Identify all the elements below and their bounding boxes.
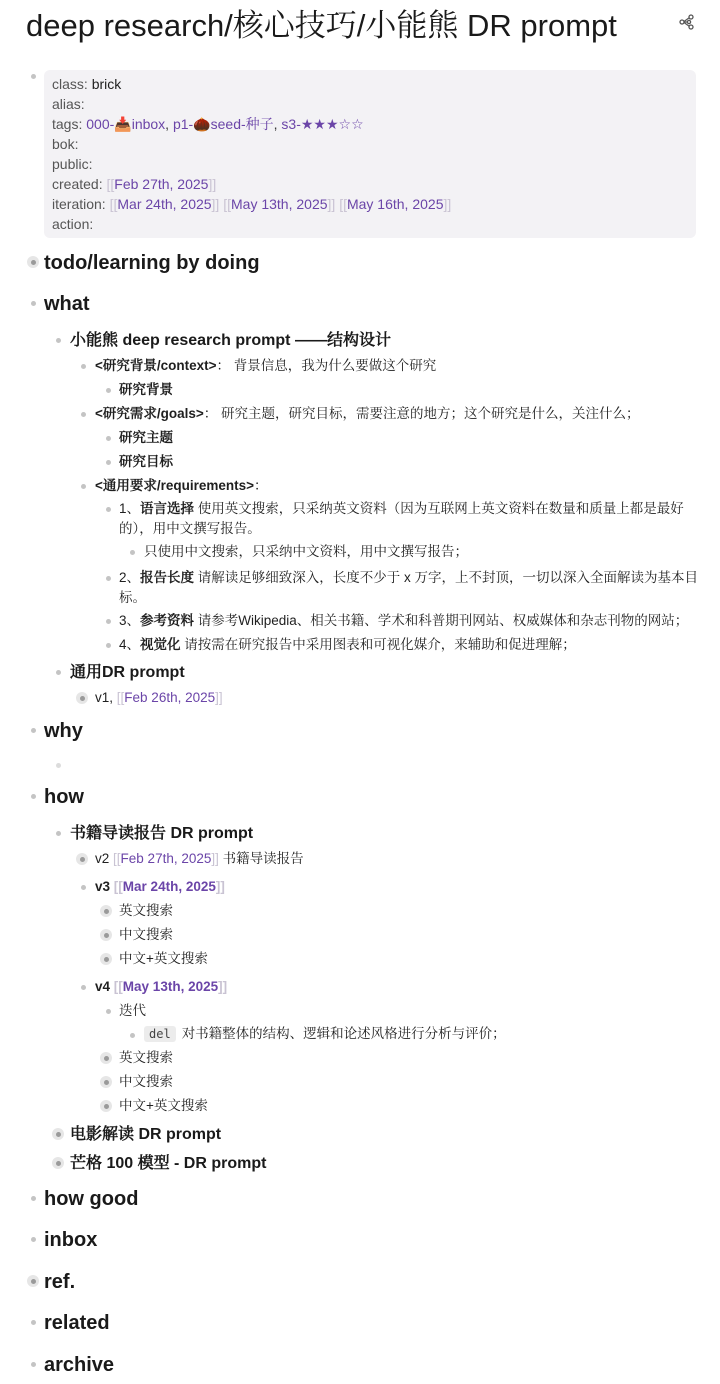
requirement-3[interactable]: 3、参考资料 请参考Wikipedia、相关书籍、学术和科普期刊网站、权威媒体和杂志刊物的网站； bbox=[119, 613, 689, 628]
requirement-1-child[interactable]: 只使用中文搜索，只采纳中文资料，用中文撰写报告； bbox=[144, 544, 468, 559]
v4-child[interactable]: 中文+英文搜索 bbox=[119, 1098, 208, 1113]
bullet-dot[interactable] bbox=[31, 1237, 36, 1242]
bullet-dot[interactable] bbox=[106, 619, 111, 624]
bullet-dot[interactable] bbox=[106, 507, 111, 512]
bullet-dot[interactable] bbox=[130, 550, 135, 555]
iteration-date-link[interactable]: Mar 24th, 2025 bbox=[117, 196, 212, 212]
bullet-dot[interactable] bbox=[106, 1009, 111, 1014]
collapsed-bullet[interactable] bbox=[76, 692, 88, 704]
bullet-dot[interactable] bbox=[81, 412, 86, 417]
collapsed-bullet[interactable] bbox=[100, 1100, 112, 1112]
collapsed-bullet[interactable] bbox=[27, 256, 39, 268]
collapsed-bullet[interactable] bbox=[100, 1076, 112, 1088]
v4-iteration[interactable]: 迭代 bbox=[119, 1003, 146, 1018]
bullet-dot[interactable] bbox=[106, 460, 111, 465]
general-dr-title[interactable]: 通用DR prompt bbox=[70, 664, 185, 681]
tag-seed[interactable]: p1-🌰seed-种子 bbox=[172, 116, 274, 132]
prop-tags: tags: 000-📥inbox, p1-🌰seed-种子, s3-★★★☆☆ bbox=[52, 116, 364, 132]
section-todo[interactable]: todo/learning by doing bbox=[44, 252, 260, 274]
bullet-dot[interactable] bbox=[106, 388, 111, 393]
prop-alias: alias: bbox=[52, 96, 85, 112]
tag-inbox[interactable]: 000-📥inbox bbox=[86, 116, 166, 132]
book-v4[interactable]: v4 [[May 13th, 2025]] bbox=[95, 979, 228, 994]
requirements-item[interactable]: <通用要求/requirements>： bbox=[95, 478, 268, 493]
prop-action: action: bbox=[52, 216, 94, 232]
bullet-dot[interactable] bbox=[56, 338, 61, 343]
context-item[interactable]: <研究背景/context>： 背景信息，我为什么要做这个研究 bbox=[95, 358, 437, 373]
goals-child[interactable]: 研究主题 bbox=[119, 430, 173, 445]
date-link[interactable]: Feb 27th, 2025 bbox=[120, 851, 212, 866]
collapsed-bullet[interactable] bbox=[100, 905, 112, 917]
collapsed-bullet[interactable] bbox=[27, 1275, 39, 1287]
page-title: deep research/核心技巧/小能熊 DR prompt bbox=[26, 8, 617, 43]
bullet-dot[interactable] bbox=[31, 1362, 36, 1367]
v3-child[interactable]: 英文搜索 bbox=[119, 903, 173, 918]
collapsed-bullet[interactable] bbox=[100, 953, 112, 965]
structure-title[interactable]: 小能熊 deep research prompt ——结构设计 bbox=[70, 332, 391, 349]
collapsed-bullet[interactable] bbox=[100, 929, 112, 941]
general-v1[interactable]: v1, [[Feb 26th, 2025]] bbox=[95, 690, 223, 705]
book-v2[interactable]: v2 [[Feb 27th, 2025]] 书籍导读报告 bbox=[95, 851, 304, 866]
bullet-dot[interactable] bbox=[81, 885, 86, 890]
bullet-dot[interactable] bbox=[31, 794, 36, 799]
collapsed-bullet[interactable] bbox=[76, 853, 88, 865]
prop-iteration: iteration: [[Mar 24th, 2025]] [[May 13th, 2025]] [[May 16th, 2025]] bbox=[52, 196, 452, 212]
requirement-2[interactable]: 2、报告长度 请解读足够细致深入，长度不少于 x 万字，上不封顶，一切以深入全面解读为基本目标。 bbox=[119, 570, 699, 605]
v3-child[interactable]: 中文搜索 bbox=[119, 927, 173, 942]
prop-bok: bok: bbox=[52, 136, 79, 152]
prop-public: public: bbox=[52, 156, 93, 172]
section-how-good[interactable]: how good bbox=[44, 1188, 139, 1210]
book-v3[interactable]: v3 [[Mar 24th, 2025]] bbox=[95, 879, 225, 894]
bullet-dot[interactable] bbox=[56, 670, 61, 675]
bullet-dot[interactable] bbox=[31, 1196, 36, 1201]
date-link[interactable]: Feb 26th, 2025 bbox=[124, 690, 216, 705]
section-related[interactable]: related bbox=[44, 1312, 110, 1334]
prop-class: class: brick bbox=[52, 76, 122, 92]
v4-del-item[interactable]: del 对书籍整体的结构、逻辑和论述风格进行分析与评价； bbox=[144, 1024, 506, 1044]
book-dr-title[interactable]: 书籍导读报告 DR prompt bbox=[70, 825, 254, 842]
v4-child[interactable]: 英文搜索 bbox=[119, 1050, 173, 1065]
collapsed-bullet[interactable] bbox=[52, 1157, 64, 1169]
section-ref[interactable]: ref. bbox=[44, 1271, 76, 1293]
iteration-date-link[interactable]: May 16th, 2025 bbox=[346, 196, 444, 212]
bullet-dot[interactable] bbox=[81, 364, 86, 369]
goals-item[interactable]: <研究需求/goals>： 研究主题，研究目标，需要注意的地方；这个研究是什么，关注什么； bbox=[95, 406, 640, 421]
v3-child[interactable]: 中文+英文搜索 bbox=[119, 951, 208, 966]
prop-created: created: [[Feb 27th, 2025]] bbox=[52, 176, 217, 192]
requirement-4[interactable]: 4、视觉化 请按需在研究报告中采用图表和可视化媒介，来辅助和促进理解； bbox=[119, 637, 576, 652]
context-child[interactable]: 研究背景 bbox=[119, 382, 173, 397]
section-archive[interactable]: archive bbox=[44, 1354, 115, 1376]
section-what[interactable]: what bbox=[44, 293, 90, 315]
iteration-date-link[interactable]: May 13th, 2025 bbox=[231, 196, 328, 212]
bullet-dot[interactable] bbox=[31, 301, 36, 306]
bullet-dot[interactable] bbox=[81, 484, 86, 489]
collapsed-bullet[interactable] bbox=[52, 1128, 64, 1140]
created-date-link[interactable]: Feb 27th, 2025 bbox=[114, 176, 209, 192]
tag-stars[interactable]: s3-★★★☆☆ bbox=[281, 116, 364, 132]
date-link[interactable]: Mar 24th, 2025 bbox=[122, 879, 216, 894]
goals-child[interactable]: 研究目标 bbox=[119, 454, 173, 469]
bullet-dot[interactable] bbox=[31, 1320, 36, 1325]
requirement-1[interactable]: 1、语言选择 使用英文搜索，只采纳英文资料（因为互联网上英文资料在数量和质量上都是最好的），用中文撰写报告。 bbox=[119, 501, 684, 536]
section-why[interactable]: why bbox=[44, 720, 83, 742]
section-how[interactable]: how bbox=[44, 786, 84, 808]
bullet-dot[interactable] bbox=[31, 74, 36, 79]
section-inbox[interactable]: inbox bbox=[44, 1229, 98, 1251]
v4-child[interactable]: 中文搜索 bbox=[119, 1074, 173, 1089]
bullet-dot[interactable] bbox=[56, 831, 61, 836]
movie-dr-title[interactable]: 电影解读 DR prompt bbox=[70, 1126, 222, 1143]
del-tag: del bbox=[144, 1026, 176, 1042]
bullet-dot[interactable] bbox=[31, 728, 36, 733]
bullet-dot[interactable] bbox=[81, 985, 86, 990]
bullet-dot[interactable] bbox=[130, 1033, 135, 1038]
graph-view-icon[interactable] bbox=[679, 14, 695, 30]
collapsed-bullet[interactable] bbox=[100, 1052, 112, 1064]
bullet-dot[interactable] bbox=[106, 576, 111, 581]
bullet-dot[interactable] bbox=[106, 643, 111, 648]
date-link[interactable]: May 13th, 2025 bbox=[122, 979, 219, 994]
empty-bullet[interactable] bbox=[56, 763, 61, 768]
bullet-dot[interactable] bbox=[106, 436, 111, 441]
munger-dr-title[interactable]: 芒格 100 模型 - DR prompt bbox=[70, 1155, 267, 1172]
properties-block[interactable] bbox=[44, 70, 696, 238]
